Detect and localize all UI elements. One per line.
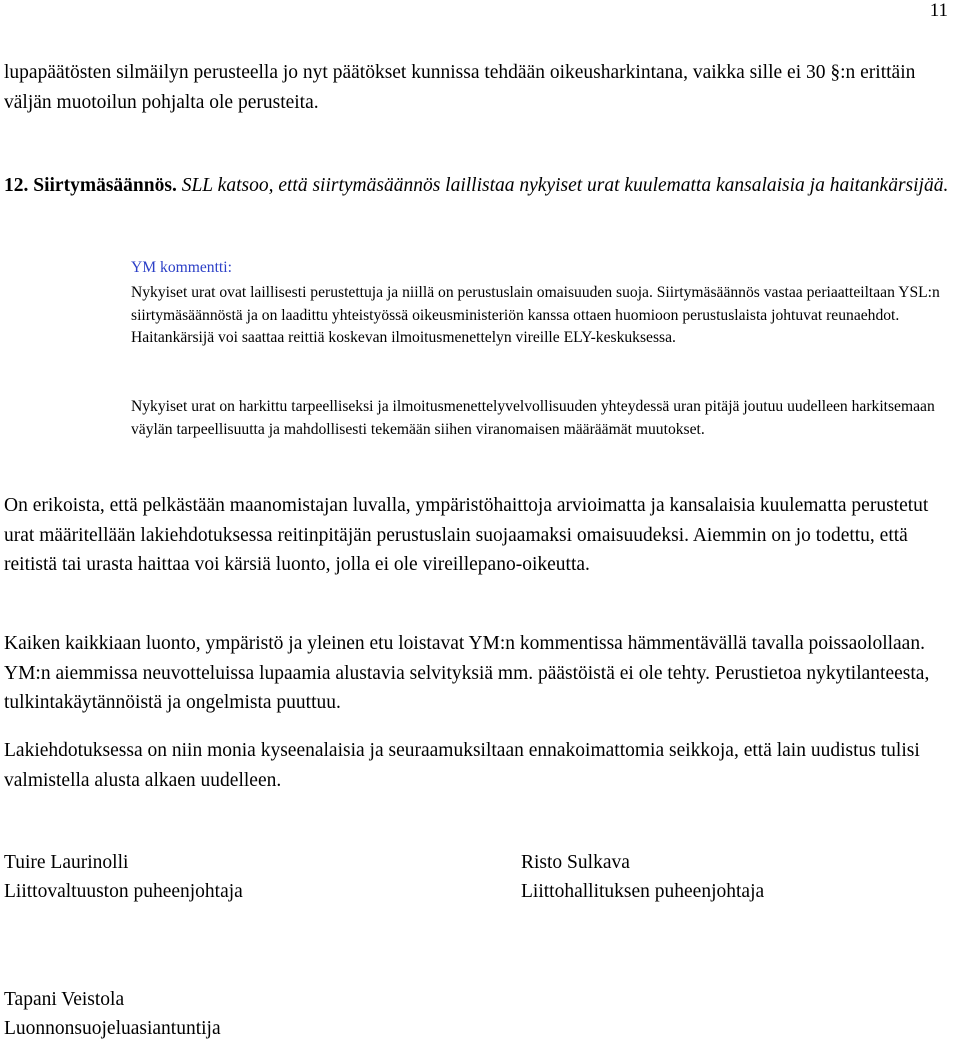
signature-block bbox=[4, 848, 243, 906]
paragraph-law: Lakiehdotuksessa on niin monia kyseenalaisia ja seuraamuksiltaan ennakoimattomia seikkoja, että lain uudistus tulisi valmistella alusta alkaen uudelleen. bbox=[4, 740, 920, 791]
ym-comment-body: Nykyiset urat ovat laillisesti perustettuja ja niillä on perustuslain omaisuuden suoja. Siirtymäsäännös vastaa periaatteiltaan YSL:n siirtymäsäännöstä ja on laadittu yhteistyössä oikeusministeriön kanssa ottaen huomioon perustuslaista johtuvat reunaehdot. Haitankärsijä voi saattaa reittiä koskevan ilmoitusmenettelyn vireille ELY-keskuksessa. bbox=[131, 284, 940, 346]
signatory-title: Liittohallituksen puheenjohtaja bbox=[521, 881, 765, 902]
paragraph-odd: On erikoista, että pelkästään maanomistajan luvalla, ympäristöhaittoja arvioimatta ja kansalaisia kuulematta perustetut urat määritellään lakiehdotuksessa reitinpitäjän perustuslain suojaamaksi omaisuudeksi. Aiemmin on jo todettu, että reitistä tai urasta haittaa voi kärsiä luonto, jolla ei ole vireillepano-oikeutta. bbox=[4, 495, 929, 575]
signature-block bbox=[521, 848, 764, 906]
ym-comment-label bbox=[131, 257, 946, 280]
section-heading: 12. Siirtymäsäännös. bbox=[4, 175, 177, 196]
signatory-title: Liittovaltuuston puheenjohtaja bbox=[4, 881, 243, 902]
signatory-name: Tapani Veistola bbox=[4, 989, 125, 1010]
signatory-name: Tuire Laurinolli bbox=[4, 852, 129, 873]
signatory-title: Luonnonsuojeluasiantuntija bbox=[4, 1018, 221, 1039]
section-12-paragraph bbox=[4, 171, 954, 201]
ym-label-text: YM kommentti: bbox=[131, 259, 232, 276]
section-statement: SLL katsoo, että siirtymäsäännös laillistaa nykyiset urat kuulematta kansalaisia ja haitankärsijää. bbox=[176, 175, 949, 196]
signatory-name: Risto Sulkava bbox=[521, 852, 630, 873]
signature-block bbox=[4, 985, 221, 1043]
paragraph-nature: Kaiken kaikkiaan luonto, ympäristö ja yleinen etu loistavat YM:n kommentissa hämmentävällä tavalla poissaolollaan. YM:n aiemmissa neuvotteluissa lupaamia alustavia selvityksiä mm. päästöistä ei ole tehty. Perustietoa nykytilanteesta, tulkintakäytännöistä ja ongelmista puuttuu. bbox=[4, 633, 930, 713]
paragraph-intro: lupapäätösten silmäilyn perusteella jo nyt päätökset kunnissa tehdään oikeusharkintana, vaikka sille ei 30 §:n erittäin väljän muotoilun pohjalta ole perusteita. bbox=[4, 62, 916, 113]
current-routes-paragraph: Nykyiset urat on harkittu tarpeelliseksi ja ilmoitusmenettelyvelvollisuuden yhteydessä uran pitäjä joutuu uudelleen harkitsemaan väylän tarpeellisuutta ja mahdollisesti tekemään siihen viranomaisen määräämät muutokset. bbox=[131, 398, 935, 438]
page-number: 11 bbox=[929, 0, 948, 21]
